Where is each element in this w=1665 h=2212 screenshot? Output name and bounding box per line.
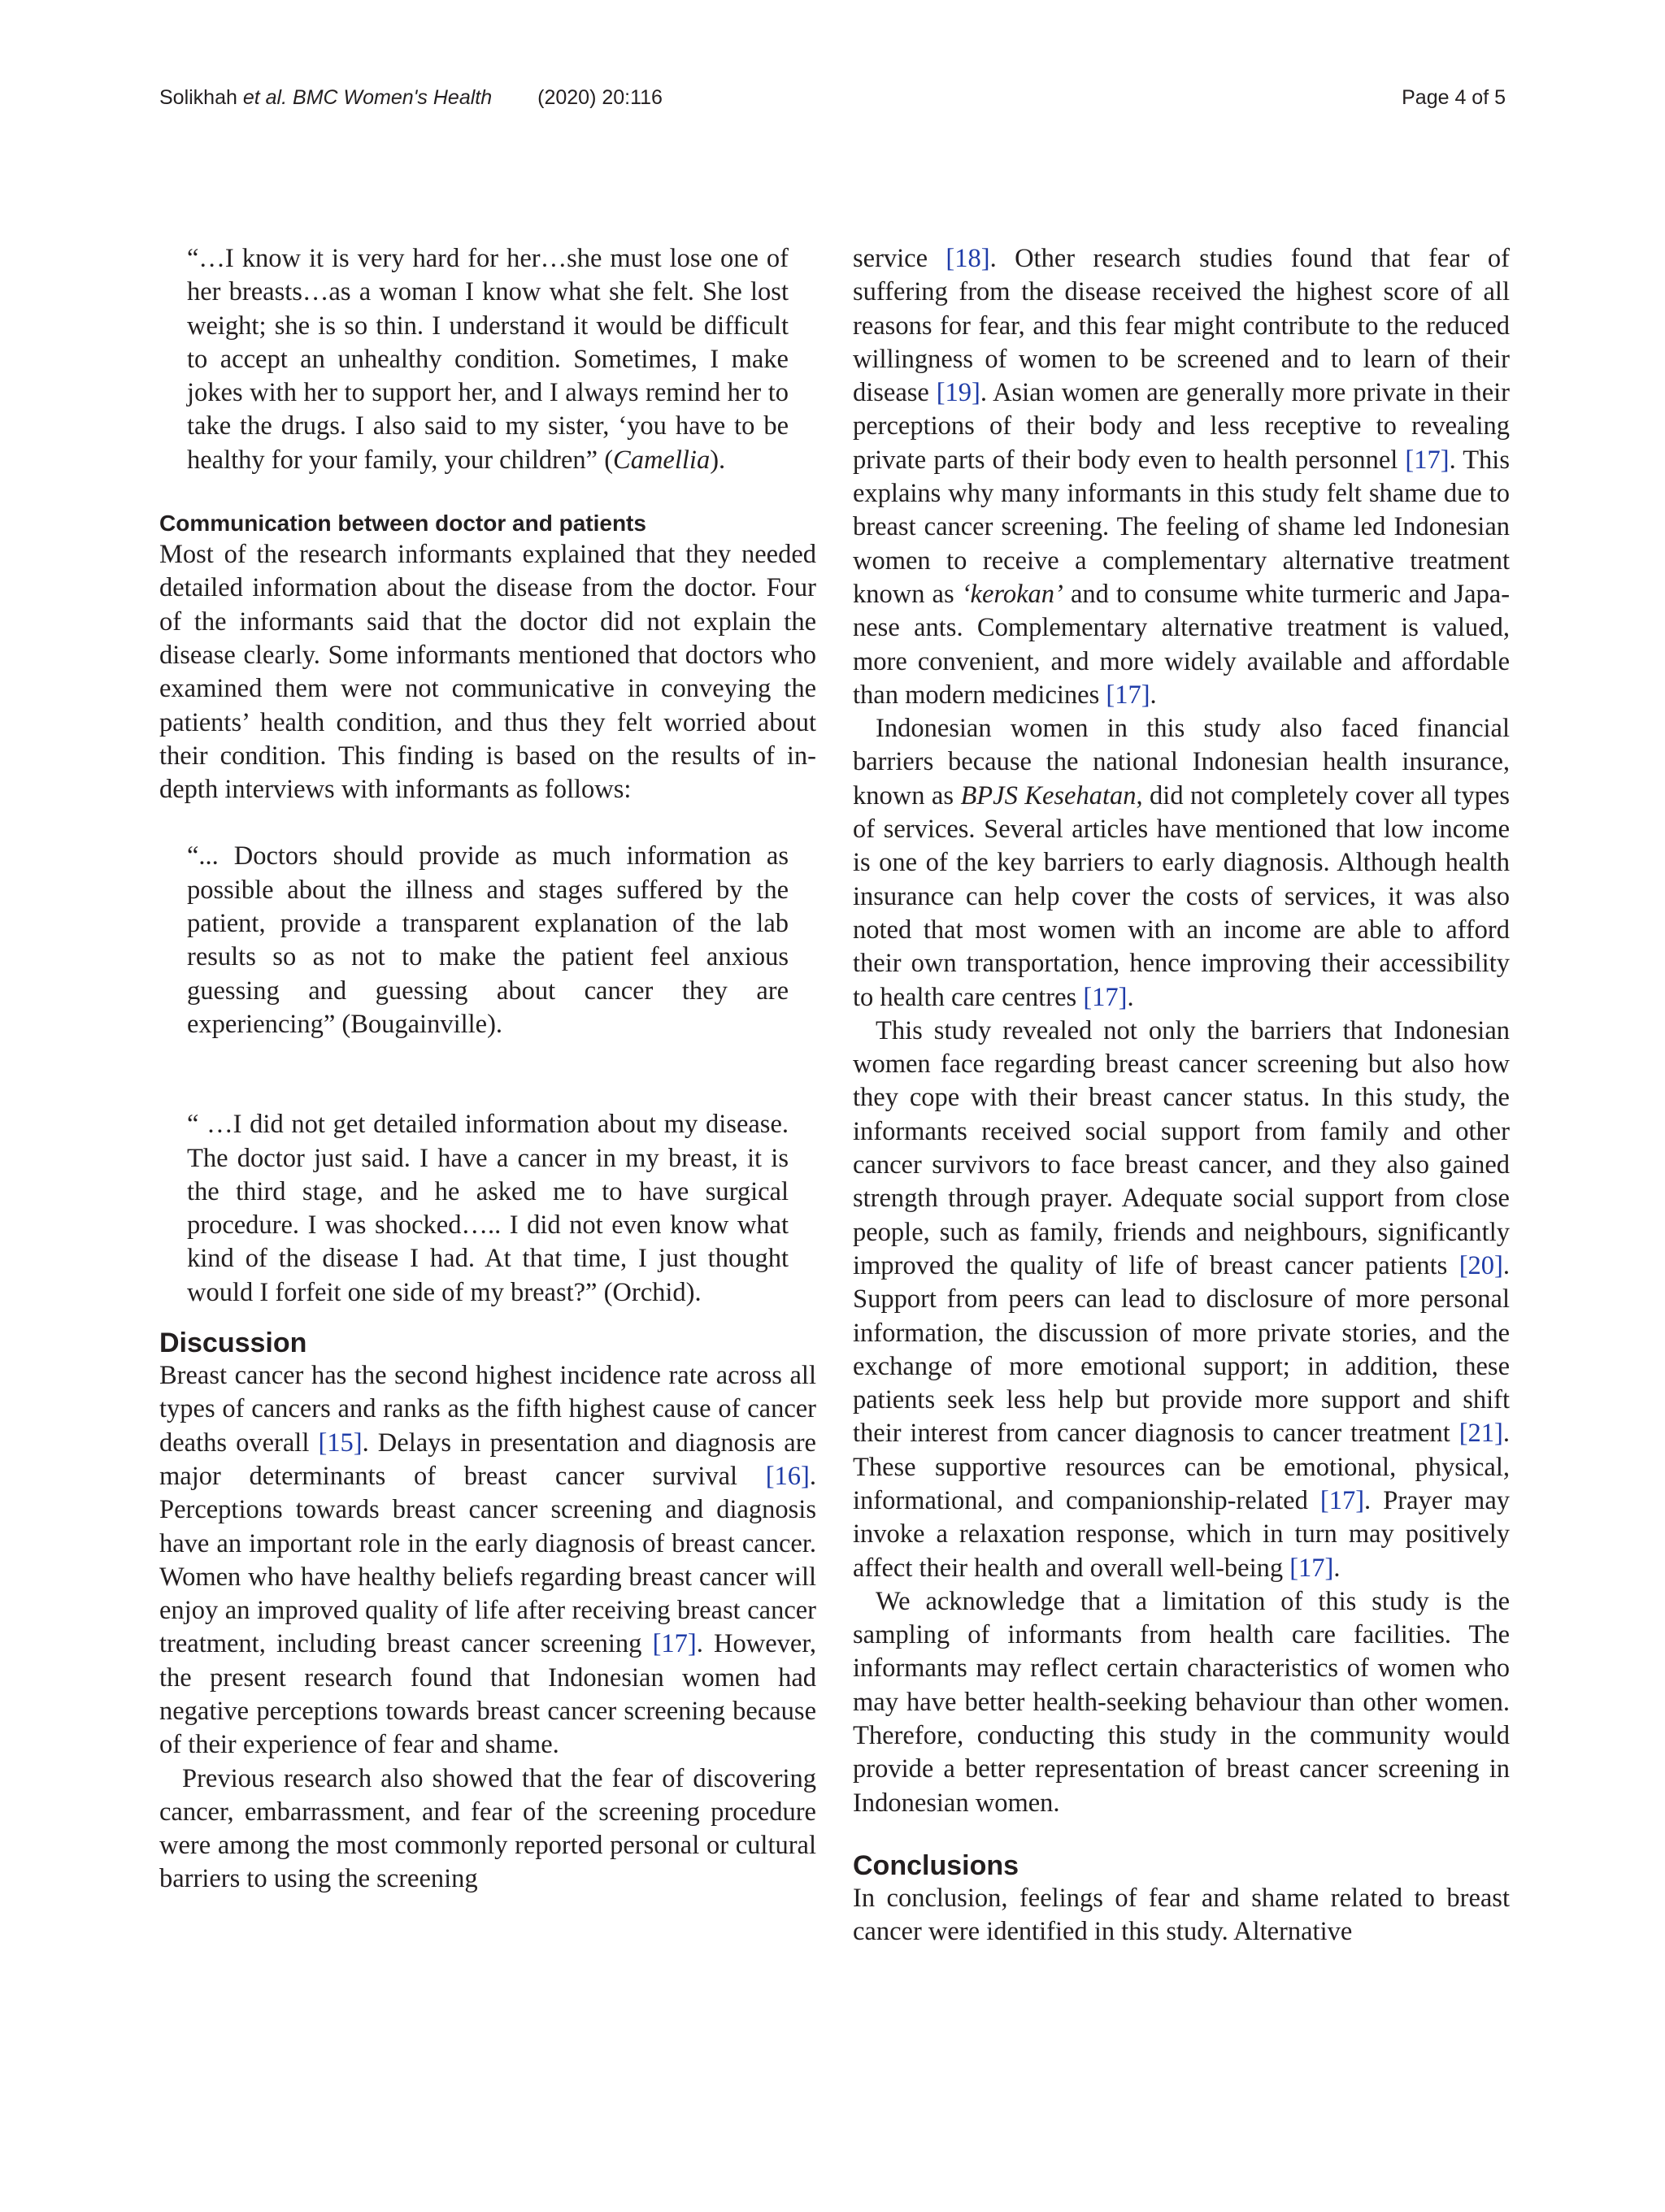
financial-text-1: Indonesian women in this study also faced financial barriers because the national Indonesian health insurance, known as bbox=[853, 714, 1510, 810]
term-bpjs: BPJS Kesehatan bbox=[960, 780, 1137, 810]
heading-discussion: Discussion bbox=[159, 1328, 307, 1359]
header-year-volume: (2020) 20:116 bbox=[537, 86, 663, 109]
page-number: Page 4 of 5 bbox=[1402, 86, 1506, 109]
paragraph-conclusions: In conclusion, feelings of fear and shame related to breast cancer were identified in this study. Alternative bbox=[853, 1883, 1510, 1947]
subheading-communication: Communication between doctor and patients bbox=[159, 511, 646, 537]
fear-text-3: . Asian women are generally more private in their perceptions of their body and less receptive to revealing private parts of their body even to health personnel bbox=[853, 378, 1510, 475]
header-etal: et al. bbox=[242, 86, 288, 109]
coping-text-4: . Prayer may invoke a relaxation response, which in turn may positively affect their health and overall well-being bbox=[853, 1485, 1511, 1583]
fear-text-1: service bbox=[853, 244, 946, 273]
citation-link-16[interactable]: [16] bbox=[765, 1461, 810, 1491]
running-header bbox=[159, 86, 1506, 119]
coping-text-5: . bbox=[1333, 1553, 1341, 1583]
paragraph-communication: Most of the research informants explained that they needed detailed information about the disease from the doctor. Four of the informants said that the doctor did not explain the disease clearly. Some informants mentioned that doctors who examined them were not communicative in conveying the patients’ health condition, and thus they felt worried about their condition. This finding is based on the results of in-depth interviews with informants as follows: bbox=[159, 540, 816, 805]
paragraph-financial bbox=[853, 712, 1510, 1015]
paragraph-discussion-2: Previous research also showed that the fear of discovering cancer, embarrassment, and fear of the screening procedure were among the most commonly reported personal or cultural barriers to using the screening bbox=[159, 1763, 816, 1894]
disc-text-1: Breast cancer has the second highest incidence rate across all types of cancers and ranks as the fifth highest cause of cancer deaths overall bbox=[159, 1361, 816, 1458]
quote-orchid: “ …I did not get detailed information about my disease. The doctor just said. I have a cancer in my breast, it is the third stage, and he asked me to have surgical procedure. I was shocked….. I did not even know what kind of the disease I had. At that time, I just thought would I forfeit one side of my breast?” (Orchid). bbox=[187, 1110, 789, 1307]
heading-conclusions: Conclusions bbox=[853, 1849, 1019, 1881]
term-kerokan: ‘kerokan’ bbox=[961, 579, 1063, 609]
citation-link-18[interactable]: [18] bbox=[946, 244, 990, 273]
fear-text-5: and to consume white turmeric and Japanese ants. Complementary alternative treatment is valued, more convenient, and more widely available and affordable than modern medicines bbox=[853, 579, 1511, 710]
coping-text-2: . Support from peers can lead to disclosure of more personal information, the discussion of more private stories, and the exchange of more emotional support; in addition, these patients seek less help but provide more support and shift their interest from cancer diagnosis to cancer treatment bbox=[853, 1250, 1510, 1449]
quote-camellia-text: “…I know it is very hard for her…she must lose one of her breasts…as a woman I know what she felt. She lost weight; she is so thin. I understand it would be difficult to accept an unhealthy condition. Sometimes, I make jokes with her to support her, and I always remind her to take the drugs. I also said to my sister, ‘you have to be healthy for your family, your children” ( bbox=[187, 244, 789, 475]
citation-link-17[interactable]: [17] bbox=[1319, 1485, 1365, 1515]
paragraph-limitation: We acknowledge that a limitation of this study is the sampling of informants from health care facilities. The informants may reflect certain characteristics of women who may have better health-seeking behaviour than other women. Therefore, conducting this study in the community would provide a better representation of breast cancer screening in Indonesian women. bbox=[853, 1586, 1510, 1818]
citation-link-21[interactable]: [21] bbox=[1459, 1419, 1503, 1449]
fear-text-6: . bbox=[1150, 680, 1157, 710]
disc-text-4: . However, the present research found that Indonesian women had negative perceptions towards breast cancer screening because of their experience of fear and shame. bbox=[159, 1629, 816, 1760]
citation-link-15[interactable]: [15] bbox=[318, 1428, 363, 1458]
quote-bougainville: “... Doctors should provide as much information as possible about the illness and stages suffered by the patient, provide a transparent explanation of the lab results so as not to make the patient feel anxious guessing and guessing about cancer they are experiencing” (Bougainville). bbox=[187, 841, 789, 1039]
financial-text-2: , did not completely cover all types of services. Several articles have mentioned that low income is one of the key barriers to early diagnosis. Although health insurance can help cover the costs of services, it was also noted that most women with an income are able to afford their own transportation, hence improving their accessibility to health care centres bbox=[853, 780, 1510, 1012]
paragraph-fear bbox=[853, 242, 1510, 712]
header-authors: Solikhah bbox=[159, 86, 237, 109]
disc-text-2: . Delays in presentation and diagnosis are major determinants of breast cancer survival bbox=[159, 1428, 816, 1491]
header-journal: BMC Women's Health bbox=[293, 86, 493, 109]
citation-link-19[interactable]: [19] bbox=[936, 378, 980, 408]
fear-text-2: . Other research studies found that fear of suffering from the disease received the highest score of all reasons for fear, and this fear might contribute to the reduced willingness of women to be screened and to learn of their disease bbox=[853, 244, 1510, 408]
citation-link-17[interactable]: [17] bbox=[1106, 680, 1150, 710]
fear-text-4: . This explains why many informants in this study felt shame due to breast cancer screening. The feeling of shame led Indonesian women to receive a complementary alternative treatment known as bbox=[853, 445, 1510, 609]
quote-camellia-end: ). bbox=[710, 445, 726, 475]
coping-text-1: This study revealed not only the barriers that Indonesian women face regarding breast cancer screening but also how they cope with their breast cancer status. In this study, the informants received social support from family and other cancer survivors to face breast cancer, and they also gained strength through prayer. Adequate social support from close people, such as family, friends and neighbours, significantly improved the quality of life of breast cancer patients bbox=[853, 1015, 1510, 1280]
quote-camellia-name: Camellia bbox=[613, 445, 711, 475]
citation-link-17[interactable]: [17] bbox=[652, 1629, 697, 1659]
left-column bbox=[159, 242, 816, 1897]
right-column bbox=[853, 242, 1510, 1949]
citation-link-17[interactable]: [17] bbox=[1083, 982, 1128, 1012]
financial-text-3: . bbox=[1127, 982, 1134, 1012]
quote-camellia bbox=[187, 242, 789, 477]
disc-text-3: . Perceptions towards breast cancer screening and diagnosis have an important role in the early diagnosis of breast cancer. Women who have healthy beliefs regarding breast cancer will enjoy an improved quality of life after receiving breast cancer treatment, including breast cancer screening bbox=[159, 1461, 816, 1659]
paragraph-coping bbox=[853, 1015, 1510, 1585]
citation-link-17[interactable]: [17] bbox=[1405, 445, 1450, 475]
coping-text-3: . These supportive resources can be emotional, physical, informational, and companionship-related bbox=[853, 1419, 1510, 1515]
citation-link-20[interactable]: [20] bbox=[1459, 1250, 1503, 1280]
citation-link-17[interactable]: [17] bbox=[1289, 1553, 1334, 1583]
paragraph-discussion-1 bbox=[159, 1359, 816, 1762]
citation bbox=[159, 86, 663, 110]
